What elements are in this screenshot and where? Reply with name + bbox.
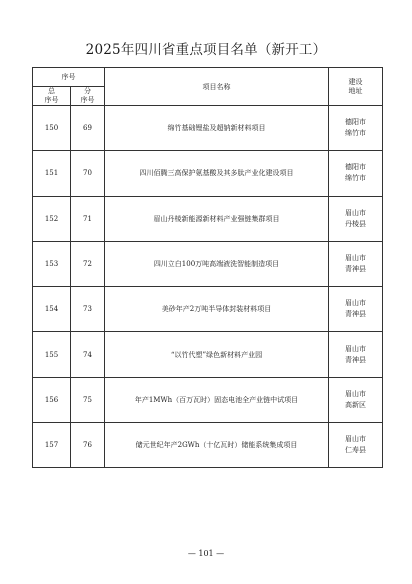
- sub-serial-cell: 69: [71, 106, 105, 151]
- total-serial-cell: 154: [33, 287, 71, 332]
- header-serial-group: 序号: [33, 68, 105, 87]
- table-row: [33, 196, 383, 241]
- header-project-name: 项目名称: [105, 68, 329, 106]
- total-serial-cell: 155: [33, 332, 71, 377]
- sub-serial-cell: 71: [71, 196, 105, 241]
- table-row: [33, 287, 383, 332]
- project-name-cell: 四川立白100万吨高端液洗智能制造项目: [105, 241, 329, 286]
- table-row: [33, 106, 383, 151]
- page-number: — 101 —: [187, 549, 225, 558]
- sub-serial-cell: 72: [71, 241, 105, 286]
- header-row-1: [33, 68, 383, 87]
- table-row: [33, 332, 383, 377]
- location-cell: 眉山市 青神县: [329, 332, 383, 377]
- header-total-serial: 总 序号: [33, 87, 71, 106]
- project-name-cell: 年产1MWh（百万瓦时）固态电池全产业链中试项目: [105, 377, 329, 422]
- header-location: 建设 地址: [329, 68, 383, 106]
- total-serial-cell: 157: [33, 423, 71, 468]
- sub-serial-cell: 76: [71, 423, 105, 468]
- location-cell: 德阳市 绵竹市: [329, 151, 383, 196]
- location-cell: 眉山市 青神县: [329, 287, 383, 332]
- sub-serial-cell: 74: [71, 332, 105, 377]
- project-name-cell: 四川佰腾三高保护氨基酸及其多肽产业化建设项目: [105, 151, 329, 196]
- sub-serial-cell: 75: [71, 377, 105, 422]
- table-row: [33, 423, 383, 468]
- location-cell: 眉山市 高新区: [329, 377, 383, 422]
- sub-serial-cell: 70: [71, 151, 105, 196]
- total-serial-cell: 156: [33, 377, 71, 422]
- total-serial-cell: 153: [33, 241, 71, 286]
- location-cell: 眉山市 丹棱县: [329, 196, 383, 241]
- project-name-cell: 绵竹基础锂盐及超钠新材料项目: [105, 106, 329, 151]
- project-name-cell: 美砂年产2万吨半导体封装材料项目: [105, 287, 329, 332]
- project-name-cell: 眉山丹棱新能源新材料产业强链集群项目: [105, 196, 329, 241]
- header-sub-serial: 分 序号: [71, 87, 105, 106]
- table-row: [33, 151, 383, 196]
- total-serial-cell: 151: [33, 151, 71, 196]
- project-name-cell: “以竹代塑”绿色新材料产业园: [105, 332, 329, 377]
- project-name-cell: 储元世纪年产2GWh（十亿瓦时）储能系统集成项目: [105, 423, 329, 468]
- location-cell: 眉山市 青神县: [329, 241, 383, 286]
- table-row: [33, 377, 383, 422]
- table-row: [33, 241, 383, 286]
- total-serial-cell: 152: [33, 196, 71, 241]
- total-serial-cell: 150: [33, 106, 71, 151]
- sub-serial-cell: 73: [71, 287, 105, 332]
- location-cell: 德阳市 绵竹市: [329, 106, 383, 151]
- page-title: 2025年四川省重点项目名单（新开工）: [85, 42, 327, 58]
- location-cell: 眉山市 仁寿县: [329, 423, 383, 468]
- project-table: [32, 67, 383, 468]
